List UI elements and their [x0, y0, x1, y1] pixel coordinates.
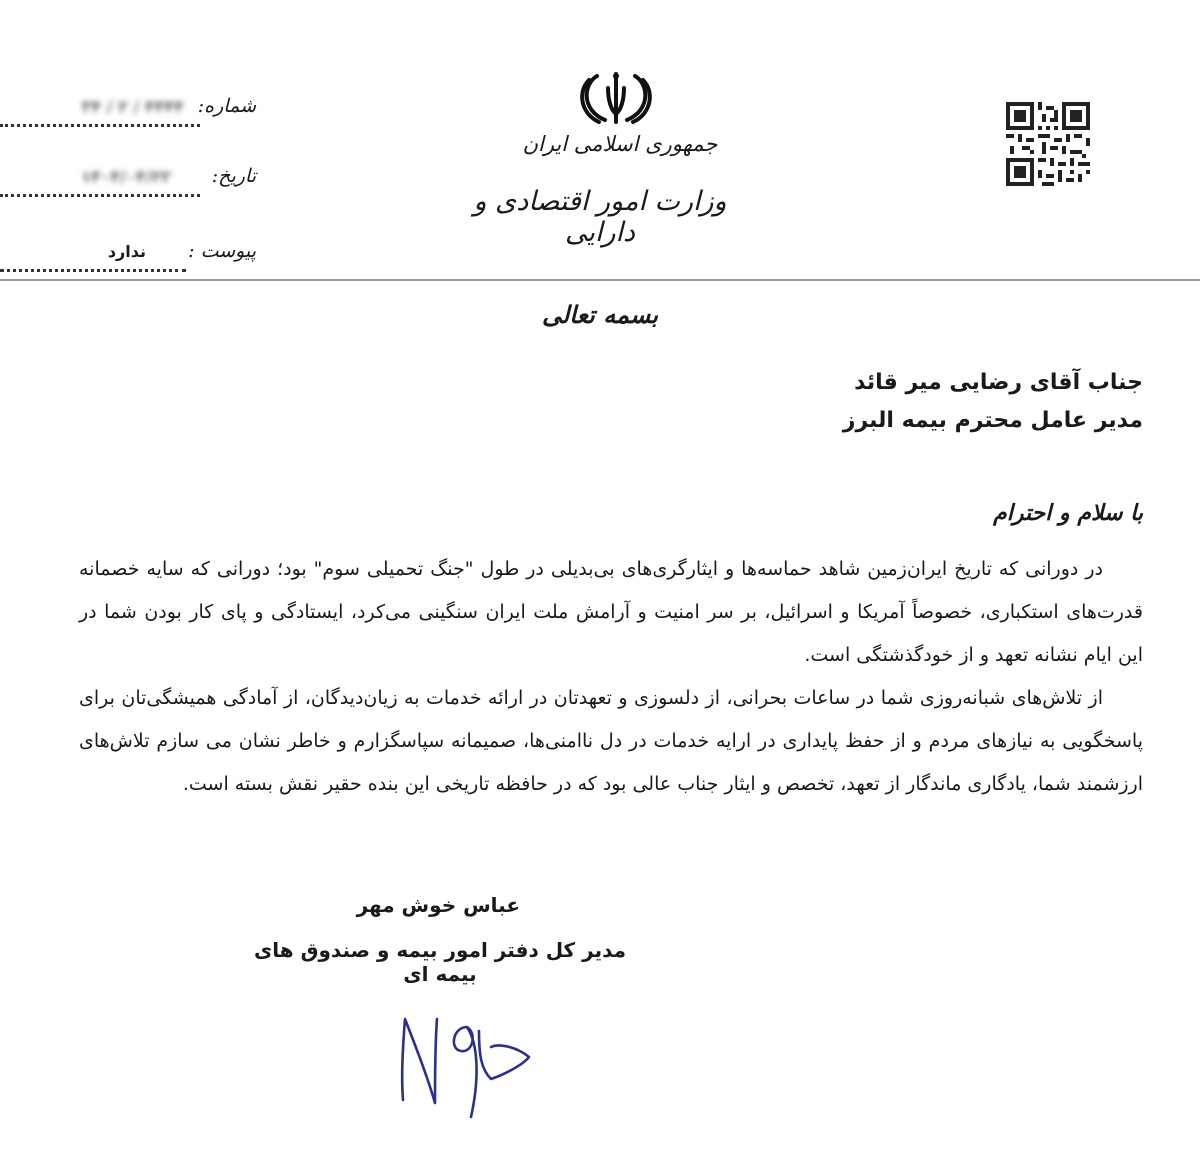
letter-attachment-value: ندارد [104, 242, 150, 261]
letter-date-label: تاریخ: [211, 165, 256, 187]
iran-emblem-icon [575, 70, 657, 126]
letter-attachment-label: پیوست : [188, 240, 256, 262]
letter-number-row [0, 95, 270, 135]
letter-number-label: شماره: [197, 95, 256, 117]
ministry-title: وزارت امور اقتصادی و دارایی [473, 186, 727, 248]
letter-number-value: ۴۴۴۴ / ۲ / ۳۴ [78, 97, 188, 116]
qr-code-icon [1006, 102, 1090, 186]
letter-attachment-row [0, 240, 270, 280]
recipient-block [543, 364, 1143, 440]
body-paragraph-1: در دورانی که تاریخ ایران‌زمین شاهد حماسه‌ها و ایثارگری‌های بی‌بدیلی در طول "جنگ تحمیلی سوم" بود؛ دورانی که سایه خصمانه قدرت‌های استکباری، خصوصاً آمریکا و اسرائیل، بر سر امنیت و آرامش ملت ایران سنگینی می‌کرد، ایستادگی و پای کار بودن شما در این ایام نشانه تعهد و از خودگذشتگی است. [79, 558, 1143, 666]
letter-date-value: ۱۴۰۴/۰۴/۲۲ [77, 167, 175, 186]
republic-title: جمهوری اسلامی ایران [522, 132, 718, 156]
signatory-title: مدیر کل دفتر امور بیمه و صندوق های بیمه ای [253, 938, 627, 986]
recipient-name: جناب آقای رضایی میر قائد [854, 370, 1143, 395]
recipient-title: مدیر عامل محترم بیمه البرز [842, 408, 1143, 433]
body-paragraph-2: از تلاش‌های شبانه‌روزی شما در ساعات بحرانی، از دلسوزی و تعهدتان در ارائه خدمات به زیان‌دیدگان، از آمادگی همیشگی‌تان برای پاسخگویی به نیازهای مردم و از حفظ پایداری در ارایه خدمات در دل ناامنی‌ها، صمیمانه سپاسگزارم و خاطر نشان می سازم تلاش‌های ارزشمند شما، یادگاری ماندگار از تعهد، تخصص و ایثار جناب عالی بود که در حافظه تاریخی این بنده حقیر نقش بسته است. [79, 687, 1143, 795]
bismillah-heading: بسمه تعالی [541, 300, 659, 329]
letter-date-row [0, 165, 270, 205]
letter-body [79, 548, 1143, 806]
header-divider [0, 279, 1200, 281]
salutation: با سلام و احترام [993, 500, 1143, 526]
handwritten-signature [395, 1005, 535, 1125]
signatory-name: عباس خوش مهر [356, 893, 520, 917]
